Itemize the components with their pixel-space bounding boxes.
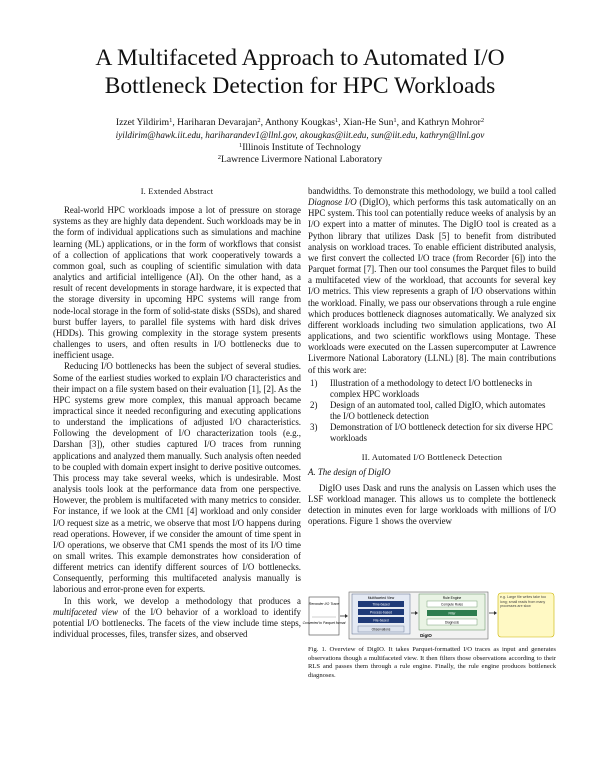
- author-list: Izzet Yildirim$^1$, Hariharan Devarajan$^2$, Anthony Kougkas$^1$, Xian-He Sun$^1$, and Kathryn Mohror$^2$: [115, 117, 485, 128]
- output-text: e.g. Large file writes take too long; small reads from many processes are slow: [500, 595, 546, 609]
- arrowhead-icon: [345, 614, 348, 618]
- left-column: [53, 186, 301, 640]
- figure-diagram: [302, 591, 556, 641]
- paragraph: Real-world HPC workloads impose a lot of pressure on storage systems as they are highly data dependent. Such workloads may be in the form of individual applications such as simulations and machine learning (ML) applications, or in the form of workflows that consist of a collection of applications that work cooperatively towards a common goal, such as coupling of scientific simulation with data analytics and artificial intelligence (AI). On the other hand, as a result of recent developments in storage hardware, it is expected that the storage diversity in upcoming HPC systems will range from node-local storage in the form of solid-state disks (SSDs), and shared burst buffer layers, to parallel file systems with hard disk drives (HDDs). This growing complexity in the storage system presents challenges to users, and often results in I/O bottlenecks due to inefficient usage.: [53, 205, 301, 361]
- paragraph: In this work, we develop a methodology that produces a multifaceted view of the I/O behavior of a workload to identify potential I/O bottlenecks. The facets of the view include time steps, individual processes, files, transfer sizes, and observed: [53, 595, 301, 640]
- figure-1: [302, 591, 556, 641]
- paragraph: Reducing I/O bottlenecks has been the subject of several studies. Some of the earliest studies worked to explain I/O characteristics and their impact on a file system based on their evaluation [1], [2]. As the HPC systems grew more complex, this manual approach became impractical since it needed reconfiguring and executing applications to understand the implications of adjusted I/O characteristics. Following the development of I/O characterization tools (e.g., Darshan [3]), other studies captured I/O traces from running applications and analyzed them manually. Such analysis often needed to be coupled with domain expert insight to derive positive outcomes. This process may take several weeks, which is undesirable. Most analysis tools look at the performance data from one perspective. However, the problem is multifaceted with many metrics to consider. For instance, if we look at the CM1 [4] workload and only consider I/O request size as a metric, we observe that most I/O happens during read operations. However, if we consider the amount of time spent in I/O operations, we observe that CM1 spends the most of its I/O time on small writes. This example demonstrates how consideration of different metrics can identify different sources of I/O bottlenecks. Consequently, performing this multifaceted analysis manually is laborious and error-prone even for experts.: [53, 361, 301, 595]
- affiliation-1: $^1$Illinois Institute of Technology: [238, 142, 362, 153]
- svg-text:Time-based: Time-based: [372, 602, 390, 607]
- contribution-list: [308, 378, 556, 445]
- title-line-1: A Multifaceted Approach to Automated I/O: [95, 45, 505, 71]
- paragraph: DigIO uses Dask and runs the analysis on Lassen which uses the LSF workload manager. This allows us to complete the bottleneck detection in minutes even for large workloads with millions of I/O operations. Figure 1 shows the overview: [308, 482, 556, 527]
- author: Xian-He Sun$^1$: [343, 117, 397, 128]
- view-title: Multifaceted View: [367, 596, 395, 600]
- list-item: 2) Design of an automated tool, called DigIO, which automates the I/O bottleneck detection: [310, 399, 546, 422]
- paper-title: [40, 44, 560, 100]
- section-heading-1: I. Extended Abstract: [140, 187, 214, 196]
- author: and Kathryn Mohror$^2$: [401, 117, 485, 128]
- author: Izzet Yildirim$^1$: [115, 117, 173, 128]
- author: Anthony Kougkas$^1$: [264, 117, 339, 128]
- list-item: 3) Demonstration of I/O bottleneck detection for six diverse HPC workloads: [310, 422, 553, 444]
- input-label: Recorder I/O Trace: [308, 602, 340, 606]
- right-column: [308, 186, 556, 528]
- list-item: 1) Illustration of a methodology to detect I/O bottlenecks in complex HPC workloads: [310, 377, 533, 399]
- engine-title: Rule Engine: [442, 596, 462, 600]
- svg-text:Diagnosis: Diagnosis: [445, 620, 459, 625]
- svg-text:Compute Rules: Compute Rules: [441, 602, 463, 607]
- paragraph: bandwidths. To demonstrate this methodology, we build a tool called Diagnose I/O (DigIO), which performs this task automatically on an HPC system. This tool can potentially reduce weeks of analysis by an I/O expert into a matter of minutes. The DigIO tool is created as a Python library that utilizes Dask [5] to benefit from distributed analysis on workload traces. To enable efficient distributed analysis, we first convert the collected I/O trace (from Recorder [6]) into the Parquet format [7]. Then our tool consumes the Parquet files to build a multifaceted view of the workload, that accounts for several key I/O metrics. This view represents a graph of I/O observations within the workload. Finally, we pass our observations through a rule engine which produces bottleneck diagnoses automatically. We analyzed six different workloads including two simulation applications, two AI applications, and two scientific workflows using Montage. These workloads were executed on the Lassen supercomputer at Lawrence Livermore National Laboratory (LLNL) [8]. The main contributions of this work are:: [308, 186, 556, 375]
- svg-text:Observations: Observations: [371, 627, 391, 632]
- svg-text:Process-based: Process-based: [370, 610, 392, 615]
- converted-label: Converted to Parquet format: [302, 621, 346, 625]
- title-line-2: Bottleneck Detection for HPC Workloads: [104, 73, 496, 99]
- affiliation-2: $^2$Lawrence Livermore National Laboratory: [217, 154, 383, 165]
- author: Hariharan Devarajan$^2$: [177, 117, 261, 128]
- svg-text:File-based: File-based: [373, 618, 389, 623]
- subsection-heading: A. The design of DigIO: [308, 466, 391, 477]
- author-emails: iyildirim@hawk.iit.edu, hariharandev1@llnl.gov, akougkas@iit.edu, sun@iit.edu, kathryn@llnl.gov: [115, 130, 485, 140]
- section-heading-2: II. Automated I/O Bottleneck Detection: [361, 452, 503, 462]
- svg-text:Filter: Filter: [448, 611, 456, 616]
- digio-label: DigIO: [420, 633, 432, 638]
- arrowhead-icon: [494, 611, 497, 615]
- figure-caption: Fig. 1. Overview of DigIO. It takes Parquet-formatted I/O traces as input and generates observations though a multifaceted view. It then filters those observations according to their RLS and passes them through a rule engine. Finally, the rule engine produces bottleneck diagnoses.: [308, 646, 556, 679]
